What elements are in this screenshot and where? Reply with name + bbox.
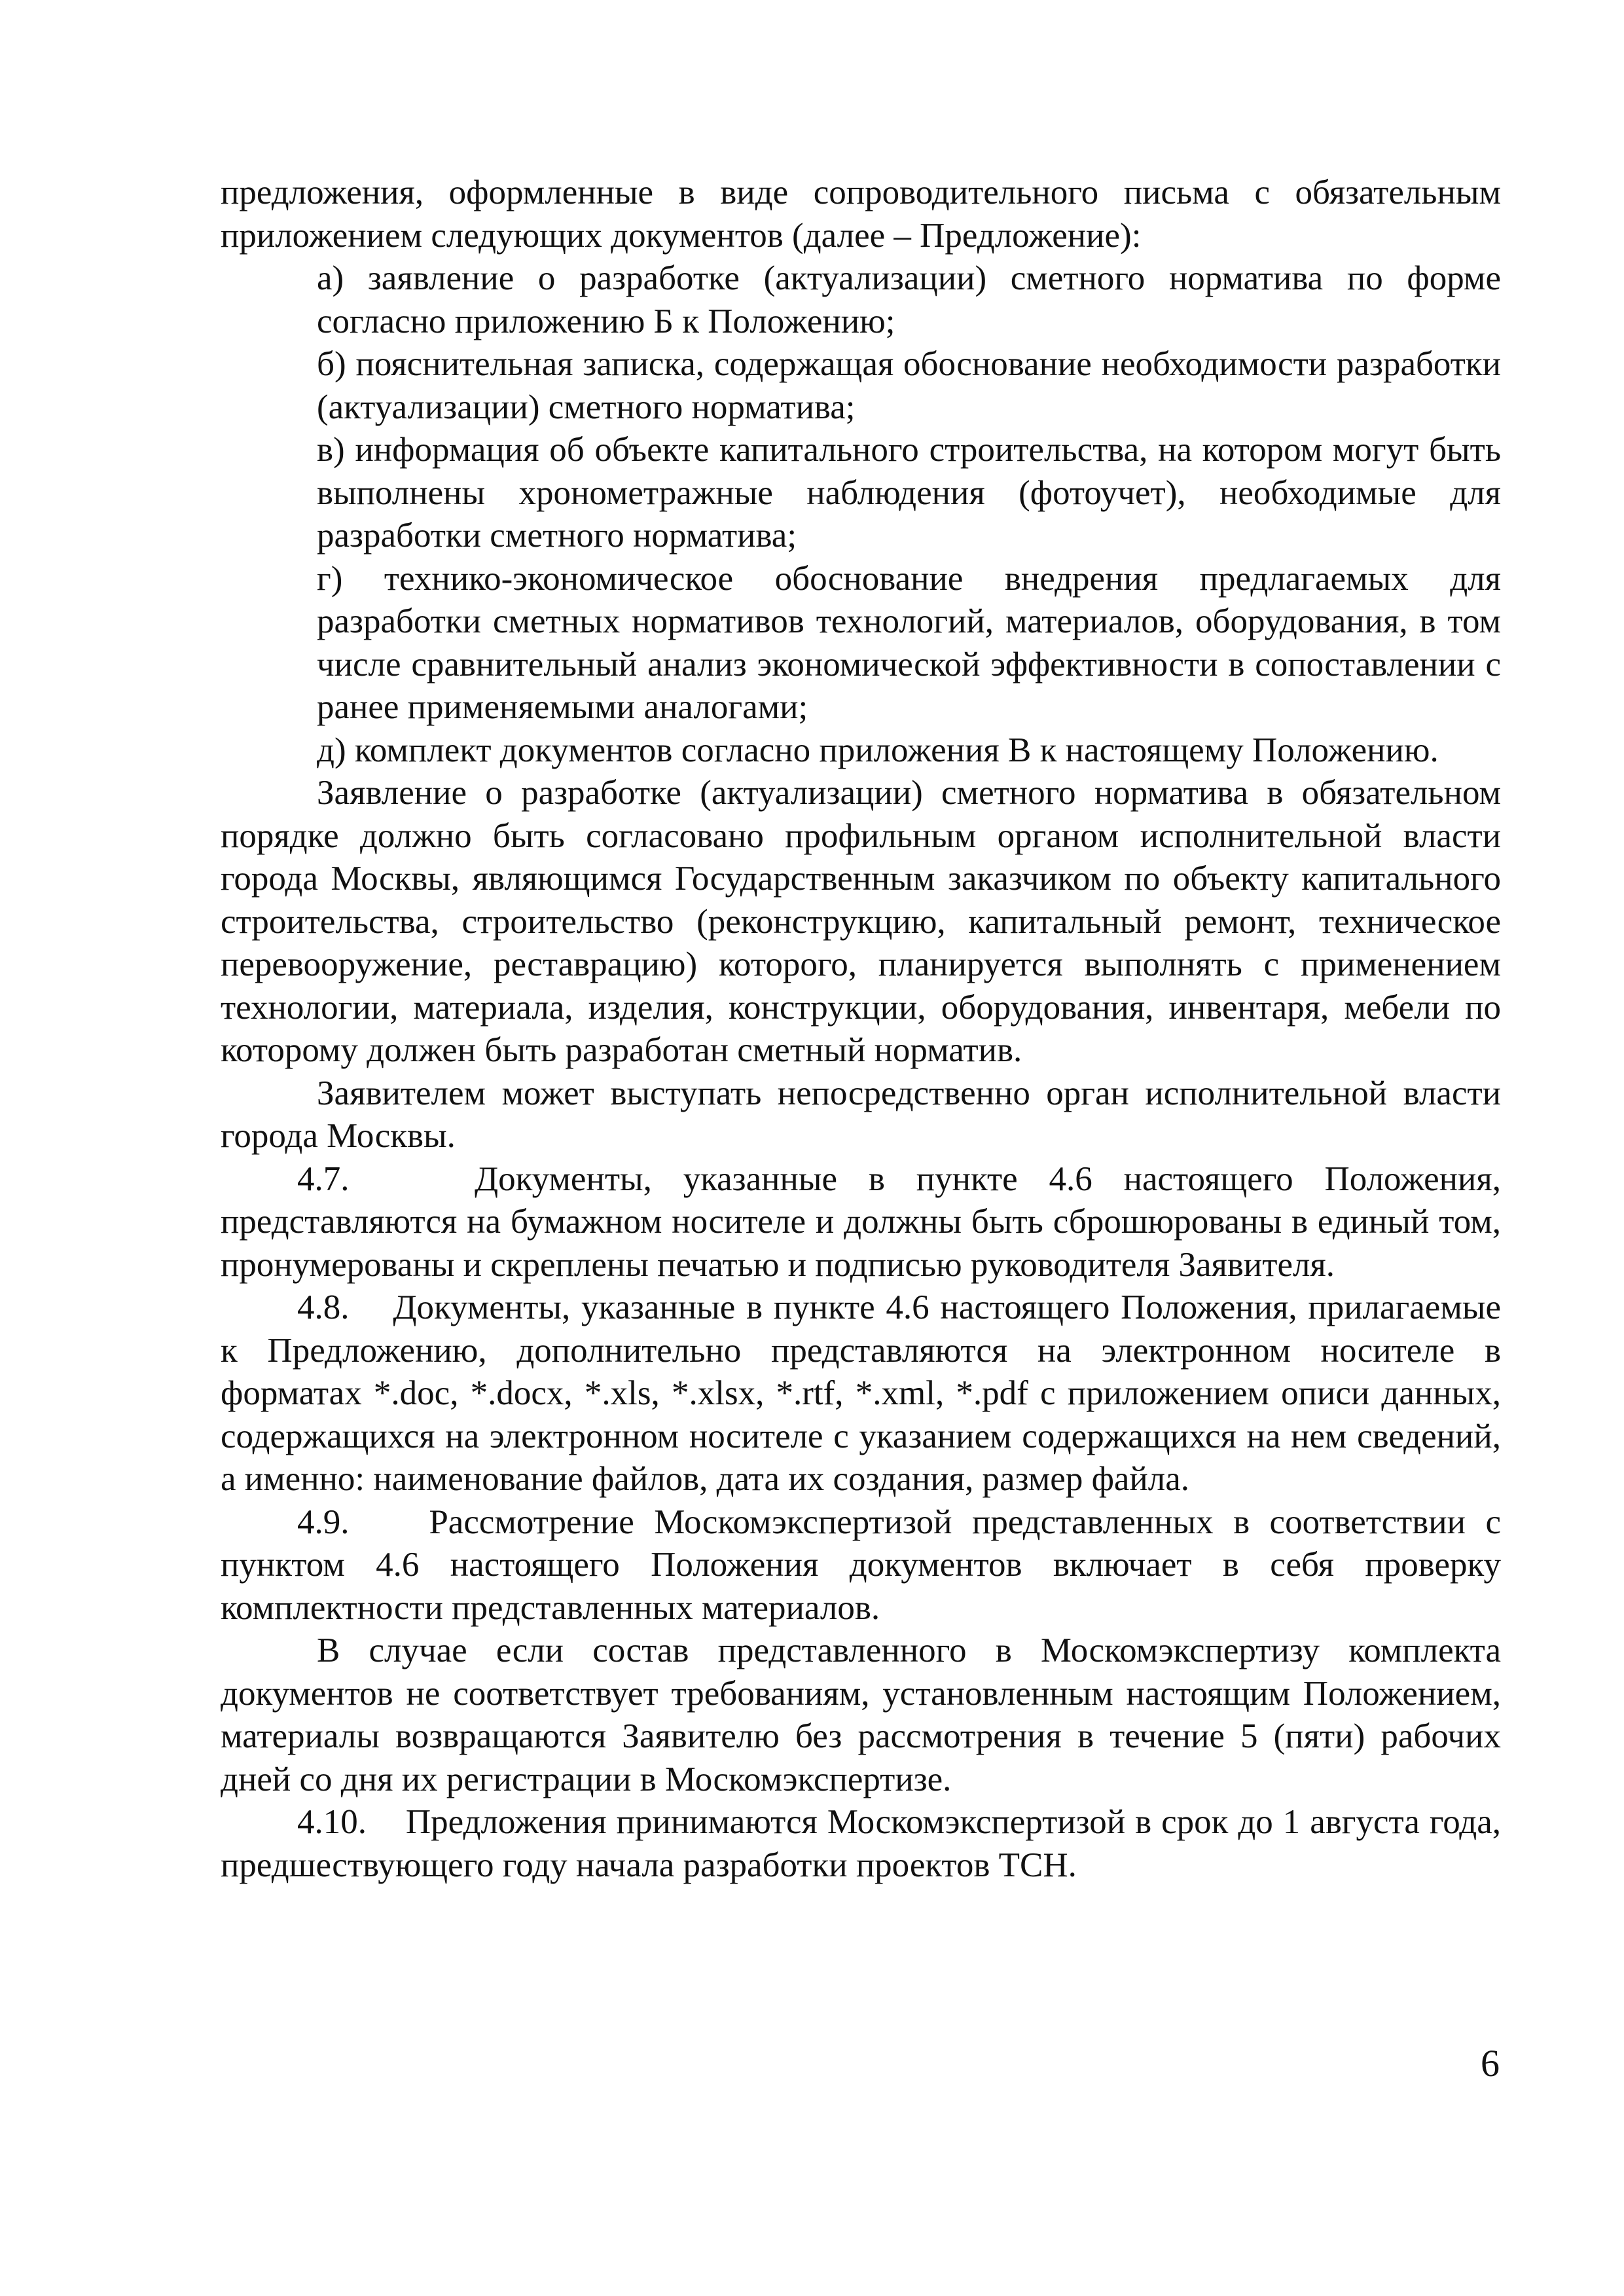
page-number: 6 (1481, 2042, 1500, 2085)
section-number: 4.8. (297, 1288, 350, 1326)
section-text: Документы, указанные в пункте 4.6 настоящего Положения, прилагаемые к Предложению, дополнительно представляются на электронном носителе в форматах *.doc, *.docx, *.xls, *.xlsx, *.rtf, *.xml, *.pdf с приложением описи данных, содержащихся на электронном носителе с указанием содержащихся на нем сведений, а именно: наименование файлов, дата их создания, размер файла. (221, 1288, 1501, 1498)
application-paragraph: Заявление о разработке (актуализации) сметного норматива в обязательном порядке должно быть согласовано профильным органом исполнительной власти города Москвы, являющимся Государственным заказчиком по объекту капитального строительства, строительство (реконструкцию, капитальный ремонт, техническое перевооружение, реставрацию) которого, планируется выполнять с применением технологии, материала, изделия, конструкции, оборудования, инвентаря, мебели по которому должен быть разработан сметный норматив. (221, 774, 1501, 1069)
intro-paragraph: предложения, оформленные в виде сопроводительного письма с обязательным приложением следующих документов (далее – Предложение): (221, 173, 1501, 255)
section-4-7 (221, 1158, 1501, 1287)
list-marker: а) (317, 259, 344, 297)
list-item-text: технико-экономическое обоснование внедрения предлагаемых для разработки сметных нормативов технологий, материалов, оборудования, в том числе сравнительный анализ экономической эффективности в сопоставлении с ранее применяемыми аналогами; (317, 559, 1502, 726)
list-marker: б) (317, 345, 346, 383)
section-4-9 (221, 1501, 1501, 1630)
list-marker: в) (317, 431, 345, 469)
section-4-10 (221, 1801, 1501, 1887)
list-item-d (221, 729, 1501, 773)
section-4-8 (221, 1286, 1501, 1501)
list-item-v (221, 429, 1501, 558)
list-item-text: пояснительная записка, содержащая обоснование необходимости разработки (актуализации) сметного норматива; (317, 345, 1502, 426)
applicant-paragraph: Заявителем может выступать непосредственно орган исполнительной власти города Москвы. (221, 1074, 1501, 1155)
list-item-a (221, 257, 1501, 343)
document-body (221, 172, 1501, 1887)
list-item-text: информация об объекте капитального строительства, на котором могут быть выполнены хронометражные наблюдения (фотоучет), необходимые для разработки сметного норматива; (317, 431, 1501, 555)
list-marker: д) (317, 731, 346, 769)
list-marker: г) (317, 559, 343, 598)
return-paragraph: В случае если состав представленного в Москомэкспертизу комплекта документов не соответствует требованиям, установленным настоящим Положением, материалы возвращаются Заявителю без рассмотрения в течение 5 (пяти) рабочих дней со дня их регистрации в Москомэкспертизе. (221, 1631, 1501, 1798)
section-number: 4.7. (297, 1159, 350, 1198)
section-number: 4.9. (297, 1503, 350, 1541)
section-text: Предложения принимаются Москомэкспертизой в срок до 1 августа года, предшествующего году начала разработки проектов ТСН. (221, 1803, 1501, 1884)
list-item-text: комплект документов согласно приложения В к настоящему Положению. (354, 731, 1439, 769)
list-item-g (221, 558, 1501, 729)
section-text: Документы, указанные в пункте 4.6 настоящего Положения, представляются на бумажном носителе и должны быть сброшюрованы в единый том, пронумерованы и скреплены печатью и подписью руководителя Заявителя. (221, 1159, 1502, 1284)
section-number: 4.10. (297, 1803, 367, 1841)
list-item-text: заявление о разработке (актуализации) сметного норматива по форме согласно приложению Б к Положению; (317, 259, 1501, 340)
list-item-b (221, 343, 1501, 429)
section-text: Рассмотрение Москомэкспертизой представленных в соответствии с пунктом 4.6 настоящего Положения документов включает в себя проверку комплектности представленных материалов. (221, 1503, 1501, 1627)
